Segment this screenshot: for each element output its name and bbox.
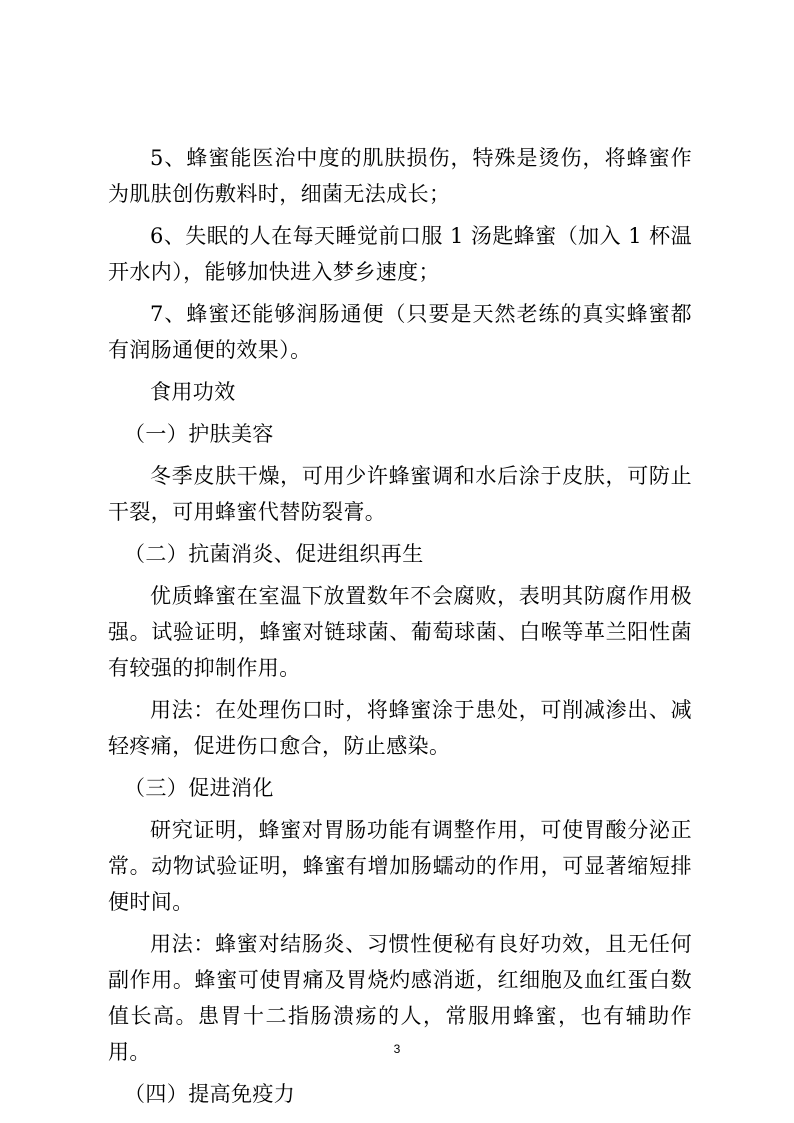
paragraph-antibacterial-usage: 用法：在处理伤口时，将蜂蜜涂于患处，可削减渗出、减轻疼痛，促进伤口愈合，防止感染。 [108,698,692,758]
section-title: 食用功效 [150,380,236,404]
paragraph-skin-care: 冬季皮肤干燥，可用少许蜂蜜调和水后涂于皮肤，可防止干裂，可用蜂蜜代替防裂膏。 [108,464,692,524]
document-body [108,140,692,1118]
paragraph-digestion-usage: 用法：蜂蜜对结肠炎、习惯性便秘有良好功效，且无任何副作用。蜂蜜可使胃痛及胃烧灼感消逝，红细胞及血红蛋白数值长高。患胃十二指肠溃疡的人，常服用蜂蜜，也有辅助作用。 [108,932,692,1064]
benefit-item-7: 7、蜂蜜还能够润肠通便（只要是天然老练的真实蜂蜜都有润肠通便的效果）。 [108,302,692,362]
subsection-title-immunity: （四）提高免疫力 [124,1082,296,1106]
subsection-title-antibacterial: （二）抗菌消炎、促进组织再生 [124,542,424,566]
benefit-item-5: 5、蜂蜜能医治中度的肌肤损伤，特殊是烫伤，将蜂蜜作为肌肤创伤敷料时，细菌无法成长； [108,146,692,206]
benefit-item-6: 6、失眠的人在每天睡觉前口服 1 汤匙蜂蜜（加入 1 杯温开水内），能够加快进入梦乡速度； [108,224,692,284]
paragraph-antibacterial: 优质蜂蜜在室温下放置数年不会腐败，表明其防腐作用极强。试验证明，蜂蜜对链球菌、葡萄球菌、白喉等革兰阳性菌有较强的抑制作用。 [108,584,692,680]
subsection-title-skin-care: （一）护肤美容 [124,422,274,446]
paragraph-digestion: 研究证明，蜂蜜对胃肠功能有调整作用，可使胃酸分泌正常。动物试验证明，蜂蜜有增加肠蠕动的作用，可显著缩短排便时间。 [108,818,692,914]
subsection-title-digestion: （三）促进消化 [124,776,274,800]
page-number: 3 [393,1042,401,1056]
